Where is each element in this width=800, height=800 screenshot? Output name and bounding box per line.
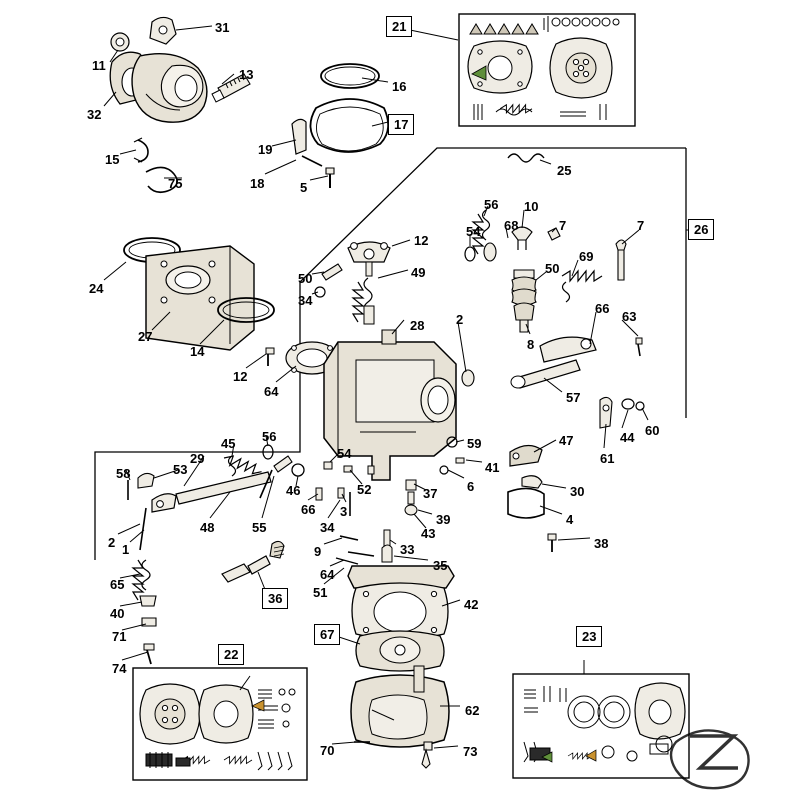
callout-67: 71 bbox=[112, 629, 127, 644]
kit-box-23-art bbox=[513, 674, 689, 778]
callout-63: 66 bbox=[595, 301, 610, 316]
callout-55: 48 bbox=[200, 520, 215, 535]
callout-74: 67 bbox=[314, 624, 340, 645]
callout-32: 32 bbox=[87, 107, 102, 122]
callout-44: 57 bbox=[566, 390, 581, 405]
kit-box-label-21: 21 bbox=[386, 16, 412, 37]
callout-26: 7 bbox=[637, 218, 645, 233]
callout-73: 70 bbox=[320, 743, 335, 758]
callout-71: 42 bbox=[464, 597, 479, 612]
callout-54: 54 bbox=[466, 224, 481, 239]
callout-66b: 46 bbox=[286, 483, 301, 498]
kit-box-21-art bbox=[459, 14, 635, 126]
callout-8: 63 bbox=[622, 309, 637, 324]
callout-9: 1 bbox=[122, 542, 130, 557]
callout-28: 8 bbox=[527, 337, 535, 352]
carburetor-body bbox=[286, 330, 456, 768]
callout-3: 52 bbox=[357, 482, 372, 497]
callout-6: 58 bbox=[116, 466, 131, 481]
callout-29: 41 bbox=[485, 460, 500, 475]
callout-7: 7 bbox=[559, 218, 567, 233]
callout-48: 4 bbox=[566, 512, 574, 527]
callout-1: 2 bbox=[108, 535, 116, 550]
callout-41: 54 bbox=[337, 446, 352, 461]
callout-31: 31 bbox=[215, 20, 230, 35]
callout-65: 35 bbox=[433, 558, 448, 573]
callout-30: 6 bbox=[467, 479, 475, 494]
group-label-24: 26 bbox=[688, 219, 714, 240]
callout-17: 17 bbox=[388, 114, 414, 135]
callout-53: 29 bbox=[190, 451, 205, 466]
callout-61: 60 bbox=[645, 423, 660, 438]
callout-27: 2 bbox=[456, 312, 464, 327]
callout-14: 27 bbox=[138, 329, 153, 344]
callout-13: 13 bbox=[239, 67, 254, 82]
callout-68: 68 bbox=[504, 218, 519, 233]
callout-15: 15 bbox=[105, 152, 120, 167]
callout-69: 50 bbox=[545, 261, 560, 276]
callout-36: 51 bbox=[313, 585, 328, 600]
callout-58: 53 bbox=[173, 462, 188, 477]
callout-64b: 38 bbox=[594, 536, 609, 551]
callout-46: 30 bbox=[570, 484, 585, 499]
callout-59: 61 bbox=[600, 451, 615, 466]
callout-54b: 56 bbox=[262, 429, 277, 444]
callout-70: 62 bbox=[465, 703, 480, 718]
callout-75: 75 bbox=[168, 176, 183, 191]
callout-52: 66 bbox=[301, 502, 316, 517]
kit-box-22-art bbox=[133, 668, 307, 780]
callout-47: 59 bbox=[467, 436, 482, 451]
callout-37: 3 bbox=[340, 504, 348, 519]
callout-50a: 49 bbox=[411, 265, 426, 280]
kit-box-label-23: 23 bbox=[576, 626, 602, 647]
callout-60: 44 bbox=[620, 430, 635, 445]
callout-51: 65 bbox=[110, 577, 125, 592]
callout-4: 37 bbox=[423, 486, 438, 501]
callout-12b: 14 bbox=[190, 344, 205, 359]
callout-16: 16 bbox=[392, 79, 407, 94]
callout-18: 18 bbox=[250, 176, 265, 191]
callout-62: 74 bbox=[112, 661, 127, 676]
callout-19: 19 bbox=[258, 142, 273, 157]
callout-66a: 34 bbox=[298, 293, 313, 308]
callout-45: 47 bbox=[559, 433, 574, 448]
callout-43: 39 bbox=[436, 512, 451, 527]
callout-10: 10 bbox=[524, 199, 539, 214]
callout-56: 56 bbox=[484, 197, 499, 212]
callout-11: 11 bbox=[92, 58, 106, 73]
callout-34a: 50 bbox=[298, 271, 313, 286]
intake-manifold-assembly bbox=[110, 17, 250, 192]
callout-50b: 69 bbox=[579, 249, 594, 264]
callout-64a: 12 bbox=[233, 369, 248, 384]
callout-2a: 28 bbox=[410, 318, 425, 333]
callout-49: 12 bbox=[414, 233, 429, 248]
callout-2b: 43 bbox=[421, 526, 436, 541]
callout-56b: 45 bbox=[221, 436, 236, 451]
callout-25: 25 bbox=[557, 163, 572, 178]
callout-40: 36 bbox=[262, 588, 288, 609]
callout-42: 40 bbox=[110, 606, 125, 621]
callout-12a: 24 bbox=[89, 281, 104, 296]
callout-57: 64 bbox=[264, 384, 279, 399]
callout-38: 33 bbox=[400, 542, 415, 557]
callout-34b: 55 bbox=[252, 520, 267, 535]
callout-39: 34 bbox=[320, 520, 335, 535]
callout-5: 5 bbox=[300, 180, 308, 195]
callout-72: 73 bbox=[463, 744, 478, 759]
callout-33: 9 bbox=[314, 544, 322, 559]
kit-box-label-22: 22 bbox=[218, 644, 244, 665]
callout-35: 64 bbox=[320, 567, 335, 582]
